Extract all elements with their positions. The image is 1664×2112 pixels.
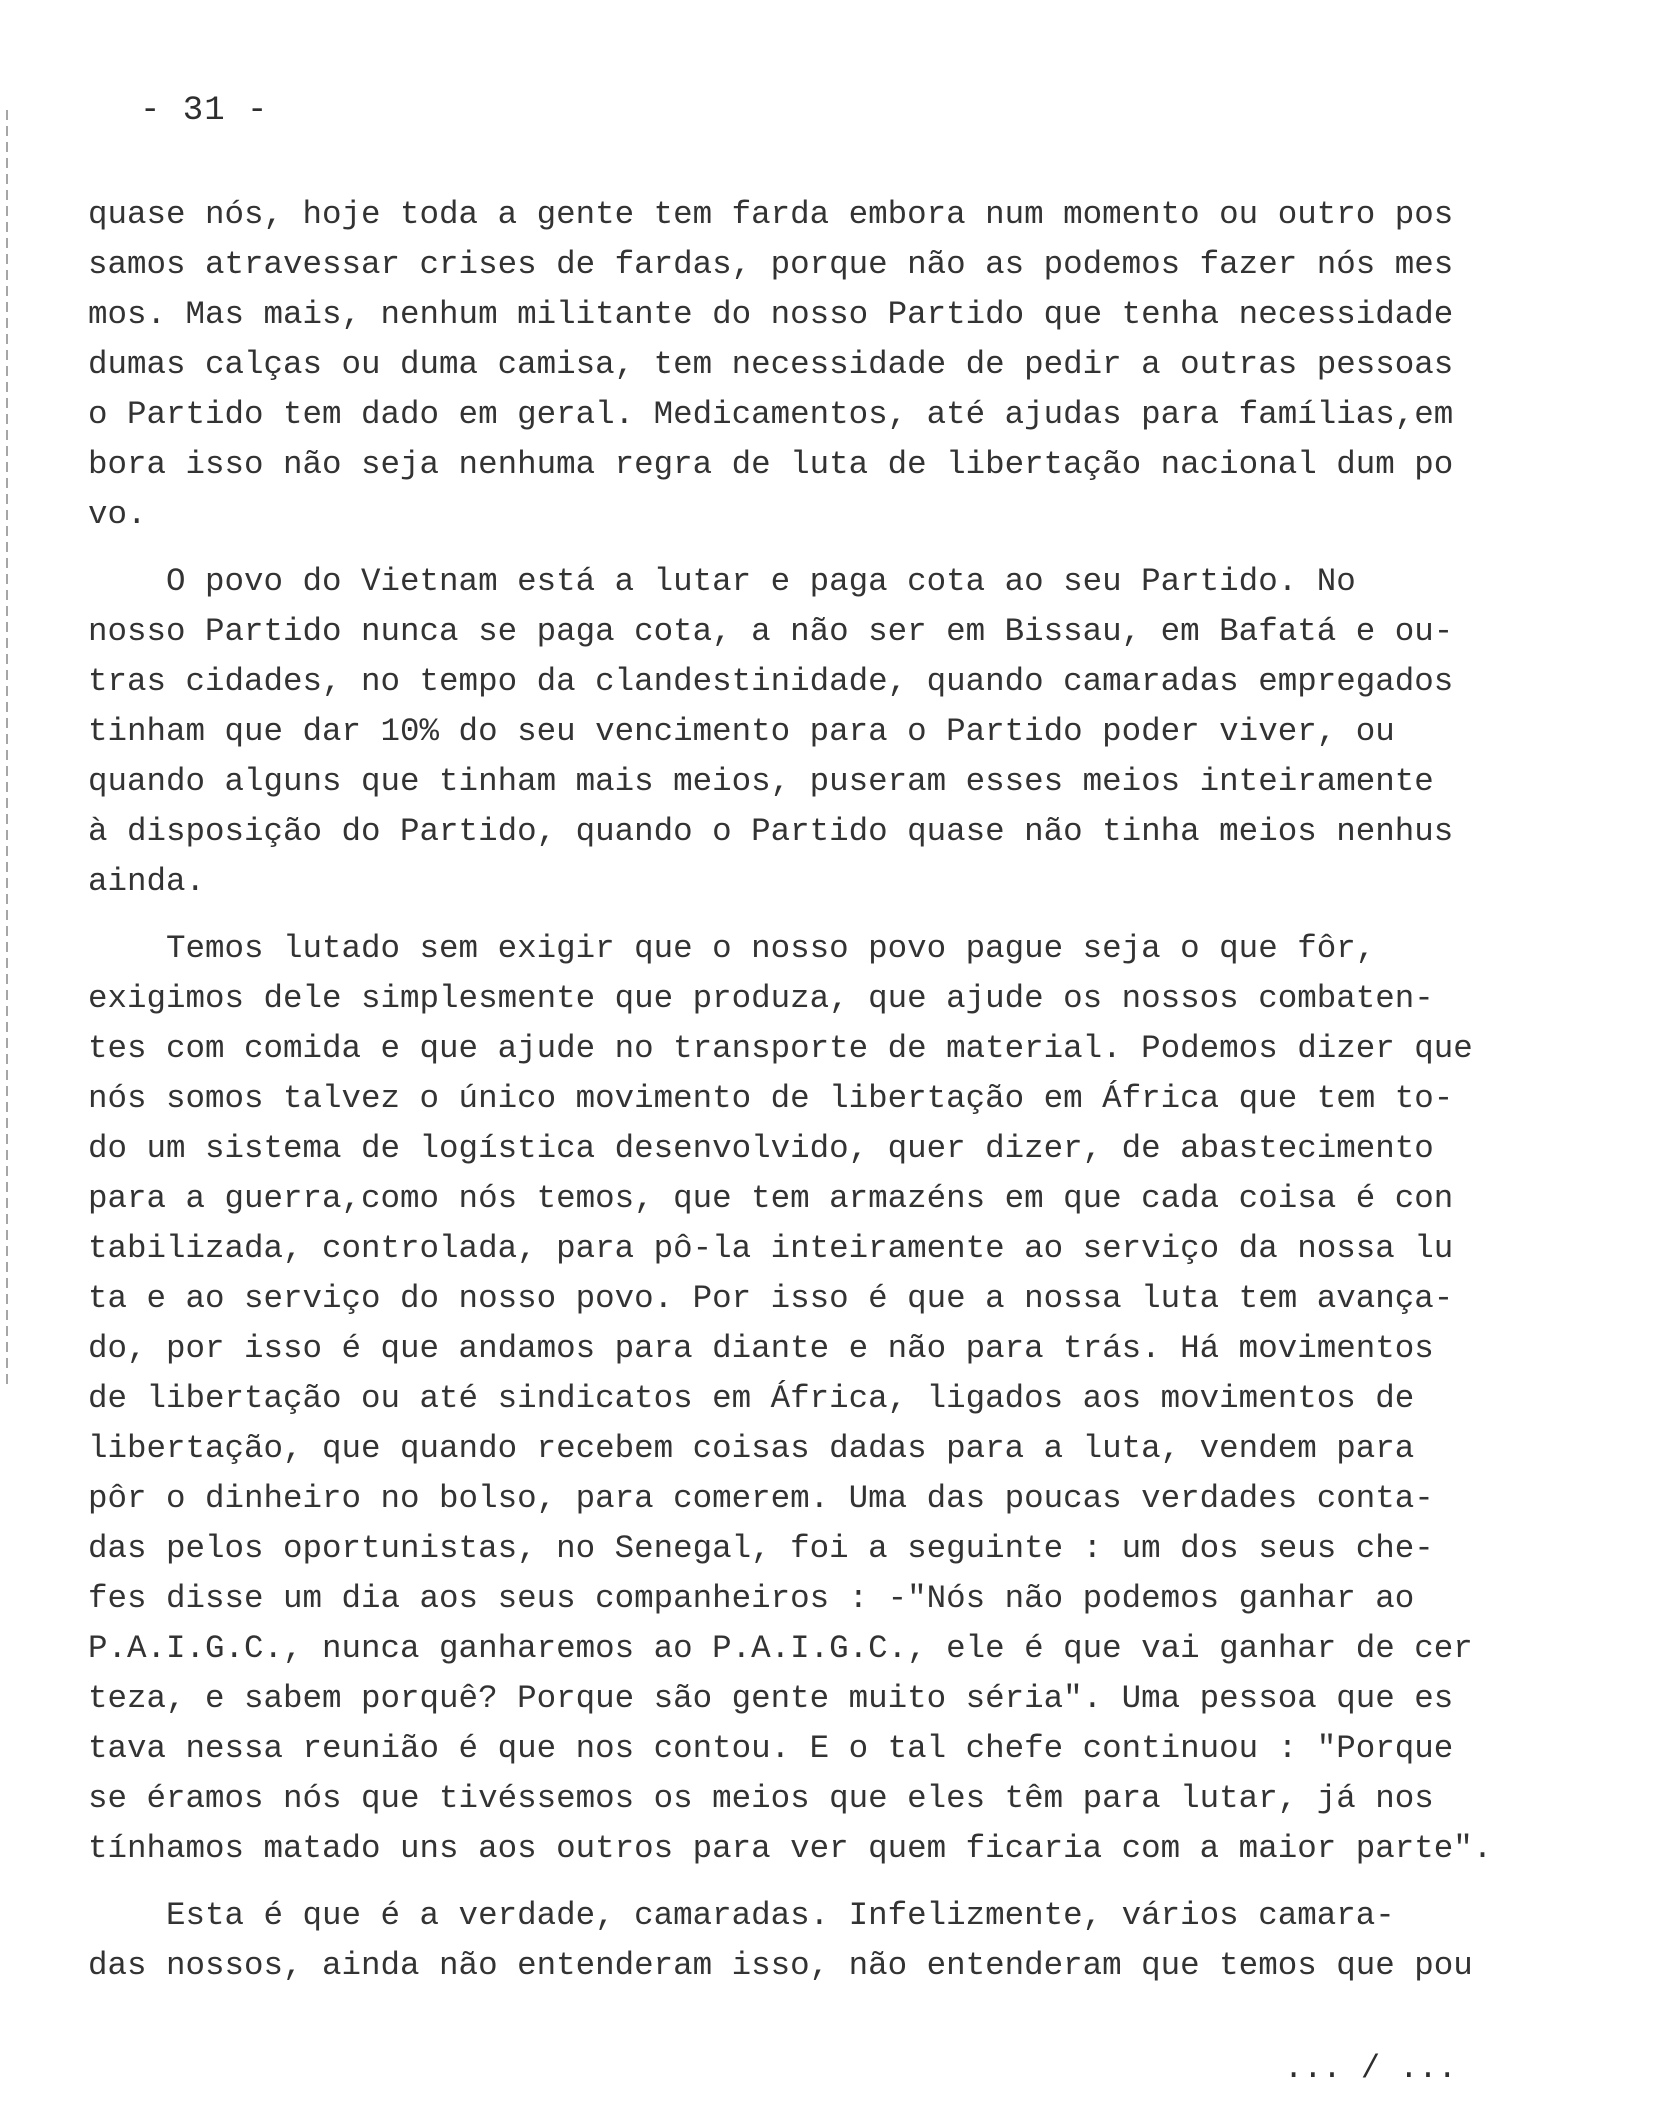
paragraph-3 [88,924,1568,1874]
text-line: das nossos, ainda não entenderam isso, não entenderam que temos que pou [88,1947,1473,1984]
text-line: tínhamos matado uns aos outros para ver quem ficaria com a maior parte". [88,1830,1493,1867]
text-line: se éramos nós que tivéssemos os meios que eles têm para lutar, já nos [88,1780,1434,1817]
text-line: de libertação ou até sindicatos em África, ligados aos movimentos de [88,1380,1415,1417]
text-line: nós somos talvez o único movimento de libertação em África que tem to- [88,1080,1454,1117]
text-line: do, por isso é que andamos para diante e não para trás. Há movimentos [88,1330,1434,1367]
text-line: quando alguns que tinham mais meios, puseram esses meios inteiramente [88,763,1434,800]
text-line: tava nessa reunião é que nos contou. E o tal chefe continuou : "Porque [88,1730,1454,1767]
binding-edge-mark [6,110,8,1390]
text-line: fes disse um dia aos seus companheiros : -"Nós não podemos ganhar ao [88,1580,1415,1617]
text-line: mos. Mas mais, nenhum militante do nosso Partido que tenha necessidade [88,296,1454,333]
text-line: dumas calças ou duma camisa, tem necessidade de pedir a outras pessoas [88,346,1454,383]
continuation-mark: ... / ... [1284,2050,1457,2087]
text-line: do um sistema de logística desenvolvido, quer dizer, de abastecimento [88,1130,1434,1167]
text-line: para a guerra,como nós temos, que tem armazéns em que cada coisa é con [88,1180,1454,1217]
text-line: ta e ao serviço do nosso povo. Por isso é que a nossa luta tem avança- [88,1280,1454,1317]
paragraph-4 [88,1891,1568,1991]
text-line: das pelos oportunistas, no Senegal, foi a seguinte : um dos seus che- [88,1530,1434,1567]
text-line: tabilizada, controlada, para pô-la inteiramente ao serviço da nossa lu [88,1230,1454,1267]
text-line: vo. [88,496,147,533]
text-line: libertação, que quando recebem coisas dadas para a luta, vendem para [88,1430,1415,1467]
paragraph-2 [88,557,1568,907]
text-line: P.A.I.G.C., nunca ganharemos ao P.A.I.G.C., ele é que vai ganhar de cer [88,1630,1473,1667]
text-line: à disposição do Partido, quando o Partido quase não tinha meios nenhus [88,813,1454,850]
text-line: tes com comida e que ajude no transporte de material. Podemos dizer que [88,1030,1473,1067]
text-line: quase nós, hoje toda a gente tem farda embora num momento ou outro pos [88,196,1454,233]
text-line: tras cidades, no tempo da clandestinidade, quando camaradas empregados [88,663,1454,700]
text-line: tinham que dar 10% do seu vencimento para o Partido poder viver, ou [88,713,1395,750]
text-line: Temos lutado sem exigir que o nosso povo pague seja o que fôr, [88,930,1376,967]
text-line: exigimos dele simplesmente que produza, que ajude os nossos combaten- [88,980,1434,1017]
text-line: ainda. [88,863,206,900]
page-number: - 31 - [140,92,269,130]
text-line: teza, e sabem porquê? Porque são gente muito séria". Uma pessoa que es [88,1680,1454,1717]
paragraph-1 [88,190,1568,540]
text-line: Esta é que é a verdade, camaradas. Infelizmente, vários camara- [88,1897,1395,1934]
text-line: O povo do Vietnam está a lutar e paga cota ao seu Partido. No [88,563,1356,600]
text-line: bora isso não seja nenhuma regra de luta de libertação nacional dum po [88,446,1454,483]
text-line: nosso Partido nunca se paga cota, a não ser em Bissau, em Bafatá e ou- [88,613,1454,650]
body-text [88,190,1568,2008]
text-line: pôr o dinheiro no bolso, para comerem. Uma das poucas verdades conta- [88,1480,1434,1517]
text-line: samos atravessar crises de fardas, porque não as podemos fazer nós mes [88,246,1454,283]
text-line: o Partido tem dado em geral. Medicamentos, até ajudas para famílias,em [88,396,1454,433]
